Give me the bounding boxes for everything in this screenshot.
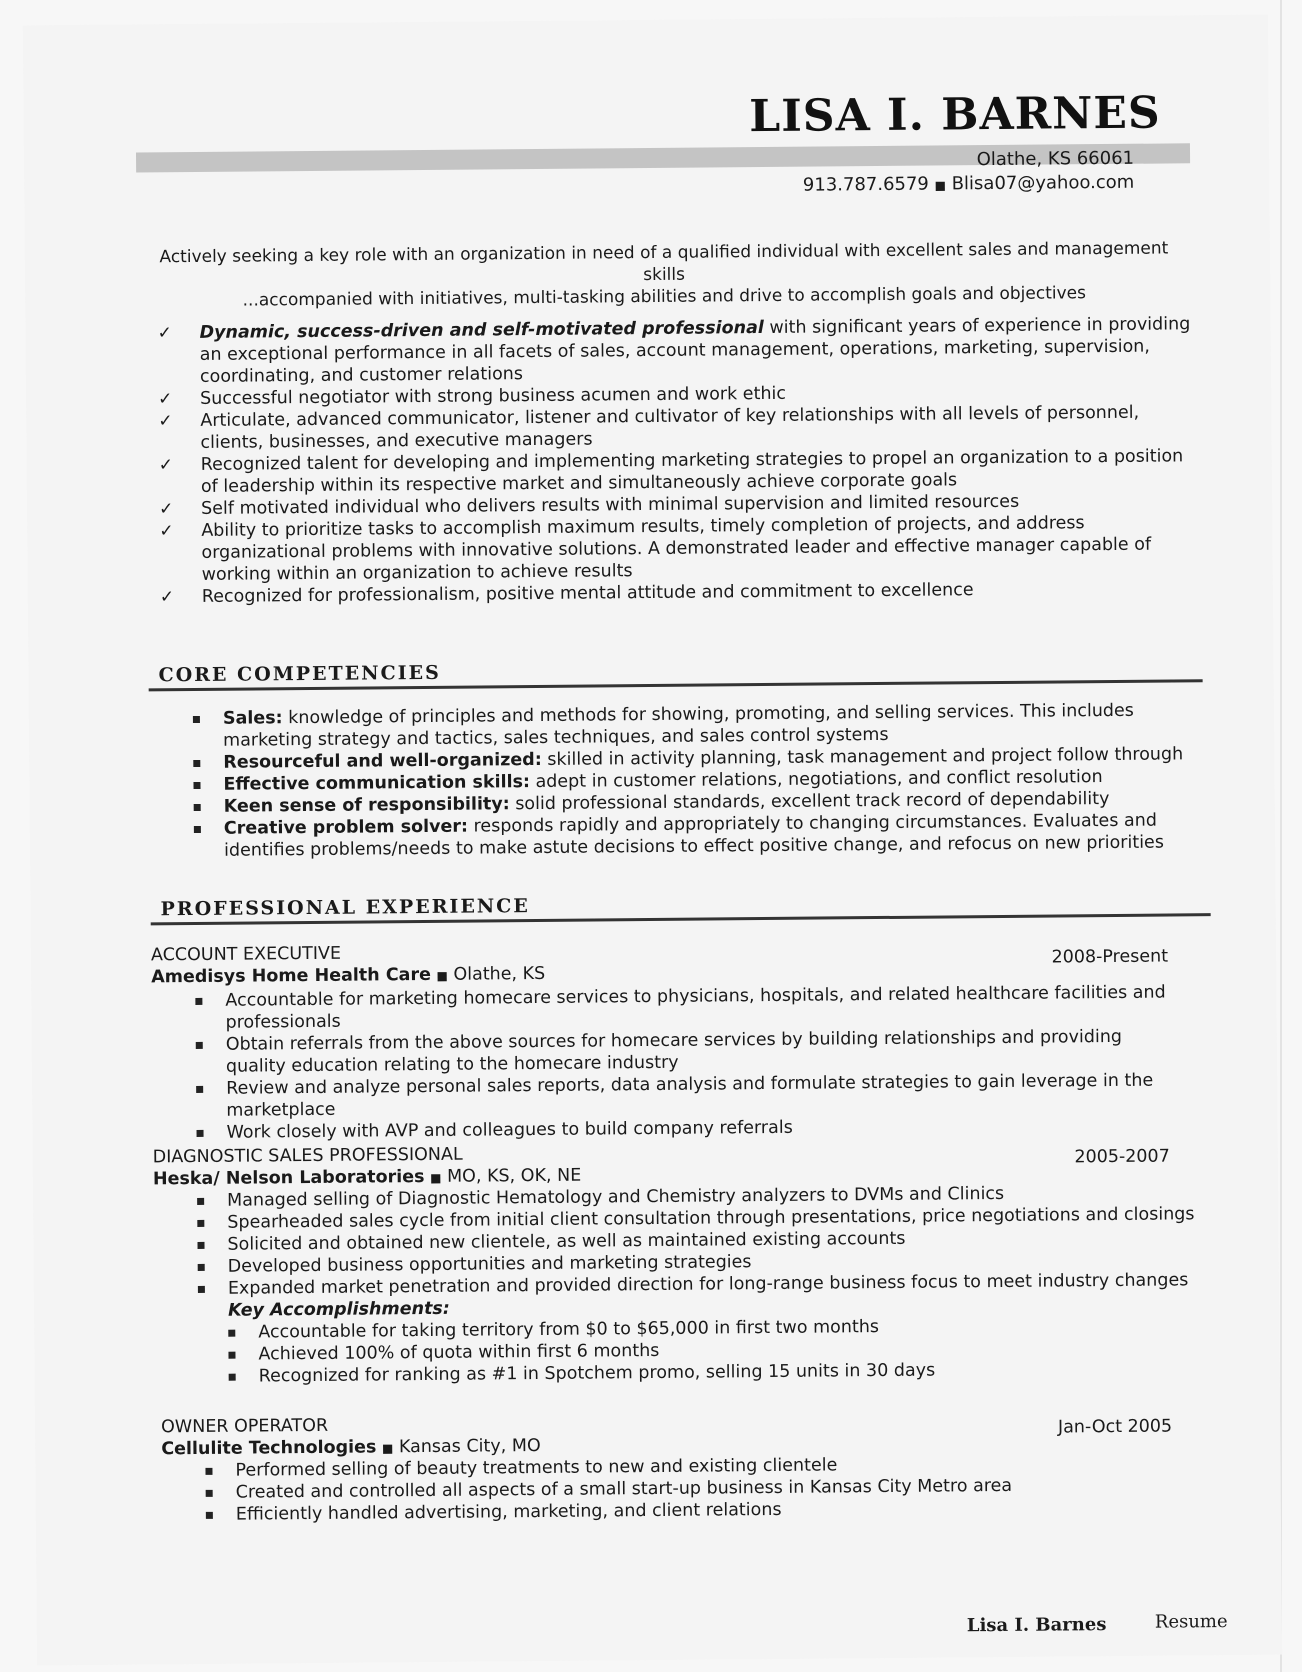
bullet-square-icon bbox=[228, 1330, 235, 1337]
bullet-square-icon bbox=[193, 760, 200, 767]
bullet-square-icon bbox=[194, 826, 201, 833]
separator: ■ bbox=[381, 1441, 394, 1456]
address: Olathe, KS 66061 bbox=[976, 147, 1135, 171]
job-title: DIAGNOSTIC SALES PROFESSIONAL bbox=[152, 1144, 463, 1168]
bullet-square-icon bbox=[197, 1130, 204, 1137]
check-icon: ✓ bbox=[158, 411, 173, 432]
bullet-text: Achieved 100% of quota within first 6 months bbox=[258, 1340, 660, 1365]
bullet-square-icon bbox=[198, 1264, 205, 1271]
bullet-square-icon bbox=[196, 1042, 203, 1049]
job-header bbox=[153, 1143, 582, 1192]
job-location: Kansas City, MO bbox=[393, 1435, 541, 1458]
bullet-text: Managed selling of Diagnostic Hematology and Chemistry analyzers to DVMs and Clinics bbox=[227, 1183, 1005, 1211]
bullet-square-icon bbox=[197, 1220, 204, 1227]
summary-item bbox=[157, 313, 1198, 388]
summary-text: Successful negotiator with strong business acumen and work ethic bbox=[200, 383, 787, 409]
bullet-square-icon bbox=[197, 1198, 204, 1205]
bullet-text: Expanded market penetration and provided direction for long-range business focus to meet industry changes bbox=[227, 1270, 1189, 1299]
email: Blisa07@yahoo.com bbox=[951, 171, 1135, 195]
job-header bbox=[151, 941, 545, 989]
bullet-square-icon bbox=[194, 804, 201, 811]
footer-label: Resume bbox=[1154, 1611, 1228, 1633]
summary-text: with significant years of experience in providing an exceptional performance in all facets of sales, account management, operations, marketing, supervision, coordinating, and customer relations bbox=[199, 314, 1191, 387]
job-dates: 2008-Present bbox=[1051, 946, 1169, 968]
summary-text: Articulate, advanced communicator, listener and cultivator of key relationships with all levels of personnel, clients, businesses, and executive managers bbox=[200, 402, 1140, 453]
page-edge bbox=[1280, 0, 1282, 1672]
check-icon: ✓ bbox=[159, 587, 175, 608]
bullet-text: Spearheaded sales cycle from initial client consultation through presentations, price negotiations and closings bbox=[227, 1204, 1195, 1233]
competency-text: solid professional standards, excellent track record of dependability bbox=[509, 789, 1110, 815]
resume-name: LISA I. BARNES bbox=[749, 87, 1161, 143]
separator: ■ bbox=[934, 178, 946, 193]
section-title-professional-experience: PROFESSIONAL EXPERIENCE bbox=[160, 895, 530, 921]
bullet-square-icon bbox=[193, 782, 200, 789]
separator: ■ bbox=[436, 968, 448, 983]
bullet-square-icon bbox=[229, 1374, 236, 1381]
job-company: Cellulite Technologies bbox=[161, 1437, 377, 1460]
job-title: OWNER OPERATOR bbox=[161, 1415, 329, 1438]
job-dates: Jan-Oct 2005 bbox=[1057, 1416, 1173, 1438]
bullet-text: Accountable for marketing homecare services to physicians, hospitals, and related healthcare facilities and professionals bbox=[225, 982, 1166, 1033]
core-competencies-list bbox=[193, 699, 1194, 862]
bullet-text: Developed business opportunities and marketing strategies bbox=[227, 1252, 752, 1277]
summary-text: Recognized talent for developing and implementing marketing strategies to propel an organization to a position of leadership within its respective market and simultaneously achieve corporate goals bbox=[200, 446, 1184, 497]
job-bullets bbox=[195, 981, 1186, 1144]
bullet-text: Accountable for taking territory from $0 to $65,000 in first two months bbox=[258, 1317, 880, 1343]
job-header bbox=[161, 1413, 541, 1461]
objective bbox=[137, 237, 1192, 312]
accomplishments bbox=[198, 1291, 1199, 1388]
bullet-text: Obtain referrals from the above sources for homecare services by building relationships and providing quality education relating to the homecare industry bbox=[225, 1026, 1123, 1077]
separator: ■ bbox=[430, 1170, 442, 1185]
check-icon: ✓ bbox=[157, 323, 172, 344]
resume-paper bbox=[23, 15, 1282, 1666]
objective-line-1: Actively seeking a key role with an organization in need of a qualified individual with excellent sales and management skills bbox=[159, 238, 1169, 286]
objective-line-2: ...accompanied with initiatives, multi-tasking abilities and drive to accomplish goals and objectives bbox=[242, 283, 1087, 311]
summary-item bbox=[159, 511, 1200, 586]
bullet-text: Created and controlled all aspects of a small start-up business in Kansas City Metro area bbox=[235, 1475, 1013, 1503]
summary-lead: Dynamic, success-driven and self-motivated professional bbox=[199, 318, 764, 343]
phone-email-line bbox=[803, 172, 1135, 196]
bullet-text: Review and analyze personal sales reports, data analysis and formulate strategies to gain leverage in the marketplace bbox=[226, 1070, 1154, 1121]
summary-list bbox=[157, 313, 1199, 608]
bullet-square-icon bbox=[205, 1468, 212, 1475]
competency-label: Resourceful and well-organized: bbox=[223, 749, 542, 773]
job-bullets bbox=[205, 1451, 1196, 1526]
job-company: Amedisys Home Health Care bbox=[151, 964, 432, 988]
competency-label: Effective communication skills: bbox=[223, 772, 531, 795]
bullet-text: Recognized for ranking as #1 in Spotchem promo, selling 15 units in 30 days bbox=[258, 1360, 936, 1387]
bullet-square-icon bbox=[197, 1242, 204, 1249]
competency-text: knowledge of principles and methods for showing, promoting, and selling services. This includes marketing strategy and tactics, sales techniques, and sales control systems bbox=[223, 700, 1134, 751]
bullet-text: Work closely with AVP and colleagues to build company referrals bbox=[226, 1117, 793, 1143]
check-icon: ✓ bbox=[159, 499, 174, 520]
section-title-core-competencies: CORE COMPETENCIES bbox=[158, 661, 441, 687]
competency-item bbox=[194, 809, 1194, 862]
job-bullets bbox=[197, 1181, 1199, 1388]
bullet-text: Performed selling of beauty treatments to new and existing clientele bbox=[235, 1455, 838, 1481]
bullet-square-icon bbox=[196, 1086, 203, 1093]
summary-text: Ability to prioritize tasks to accomplish maximum results, timely completion of projects, and address organizational problems with innovative solutions. A demonstrated leader and effective manager capable of working within an organization to achieve results bbox=[201, 513, 1152, 585]
bullet-text: Efficiently handled advertising, marketing, and client relations bbox=[235, 1499, 782, 1525]
job-company: Heska/ Nelson Laboratories bbox=[152, 1167, 425, 1190]
bullet-square-icon bbox=[195, 998, 202, 1005]
check-icon: ✓ bbox=[158, 389, 173, 410]
job-dates: 2005-2007 bbox=[1074, 1146, 1170, 1168]
bullet-square-icon bbox=[206, 1512, 213, 1519]
job-location: Olathe, KS bbox=[447, 963, 546, 985]
bullet-square-icon bbox=[193, 716, 200, 723]
check-icon: ✓ bbox=[158, 455, 174, 476]
competency-text: skilled in activity planning, task management and project follow through bbox=[541, 744, 1184, 770]
competency-text: responds rapidly and appropriately to changing circumstances. Evaluates and identifies problems/needs to make astute decisions to effect positive change, and refocus on new priorities bbox=[223, 810, 1164, 861]
bullet-text: Solicited and obtained new clientele, as well as maintained existing accounts bbox=[227, 1228, 906, 1255]
bullet-square-icon bbox=[228, 1352, 235, 1359]
check-icon: ✓ bbox=[159, 521, 174, 542]
competency-label: Sales: bbox=[222, 708, 283, 729]
job-title: ACCOUNT EXECUTIVE bbox=[150, 943, 342, 966]
accomplishments-label: Key Accomplishments: bbox=[228, 1298, 450, 1321]
bullet-square-icon bbox=[206, 1490, 213, 1497]
competency-text: adept in customer relations, negotiations, and conflict resolution bbox=[529, 767, 1103, 793]
summary-text: Recognized for professionalism, positive mental attitude and commitment to excellence bbox=[201, 580, 974, 607]
job-location: MO, KS, OK, NE bbox=[441, 1165, 582, 1187]
phone: 913.787.6579 bbox=[802, 173, 929, 196]
footer-name: Lisa I. Barnes bbox=[966, 1614, 1107, 1637]
competency-label: Creative problem solver: bbox=[223, 816, 469, 839]
bullet-square-icon bbox=[198, 1286, 205, 1293]
competency-label: Keen sense of responsibility: bbox=[223, 794, 510, 817]
summary-text: Self motivated individual who delivers results with minimal supervision and limited resources bbox=[201, 491, 1020, 519]
